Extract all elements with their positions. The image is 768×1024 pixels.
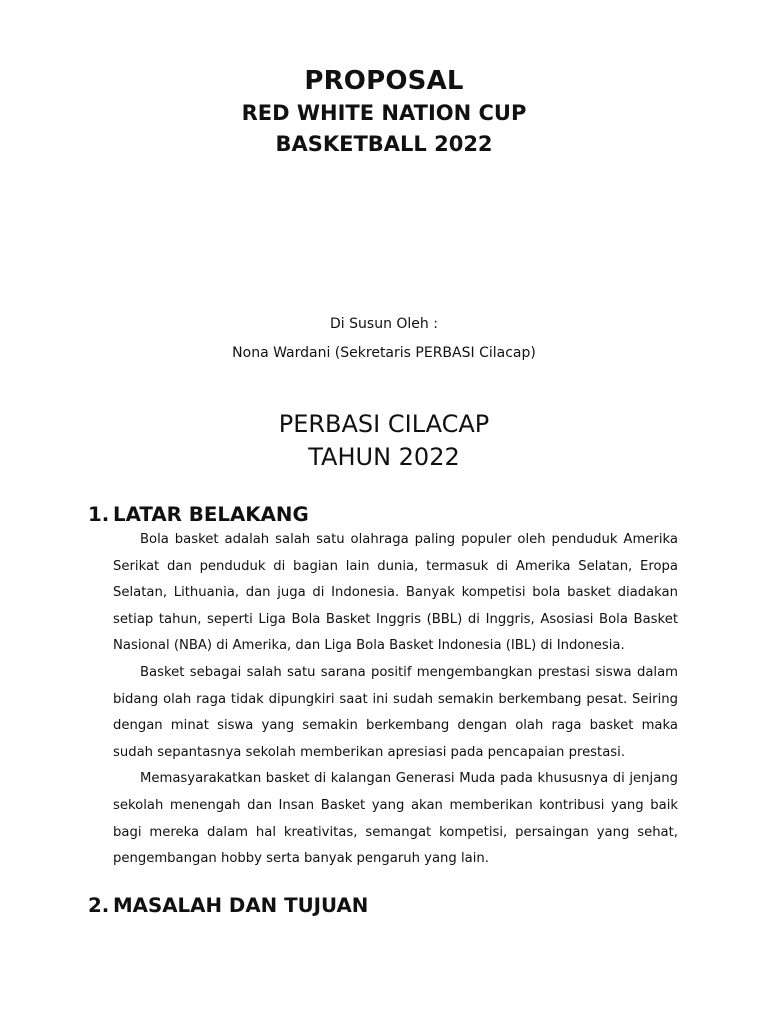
section-number: 2. xyxy=(88,894,110,917)
body-paragraph-1: Bola basket adalah salah satu olahraga paling populer oleh penduduk Amerika Serikat dan penduduk di bagian lain dunia, termasuk di Amerika Selatan, Eropa Selatan, Lithuania, dan juga di Indonesia. Banyak kompetisi bola basket diadakan setiap tahun, seperti Liga Bola Basket Inggris (BBL) di Inggris, Asosiasi Bola Basket Nasional (NBA) di Amerika, dan Liga Bola Basket Indonesia (IBL) di Indonesia. xyxy=(113,532,678,654)
document-subtitle-line-1: RED WHITE NATION CUP xyxy=(241,101,527,125)
author-name: Nona Wardani (Sekretaris PERBASI Cilacap) xyxy=(232,345,536,361)
section-number: 1. xyxy=(88,503,110,526)
section-latar-belakang xyxy=(88,503,680,873)
organization-year: TAHUN 2022 xyxy=(308,443,460,471)
section-title: MASALAH DAN TUJUAN xyxy=(113,894,369,917)
author-block xyxy=(0,310,768,368)
organization-name: PERBASI CILACAP xyxy=(278,410,490,438)
section-title: LATAR BELAKANG xyxy=(113,503,309,526)
author-label: Di Susun Oleh : xyxy=(330,316,438,332)
section-masalah-dan-tujuan xyxy=(88,894,680,918)
body-paragraph-3: Memasyarakatkan basket di kalangan Generasi Muda pada khususnya di jenjang sekolah menengah dan Insan Basket yang akan memberikan kontribusi yang baik bagi mereka dalam hal kreativitas, semangat kompetisi, persaingan yang sehat, pengembangan hobby serta banyak pengaruh yang lain. xyxy=(113,771,678,867)
document-subtitle-line-2: BASKETBALL 2022 xyxy=(275,132,493,156)
section-heading-latar-belakang xyxy=(88,503,680,527)
document-title: PROPOSAL xyxy=(304,66,464,96)
section-body xyxy=(113,527,678,873)
document-title-block xyxy=(0,64,768,160)
section-heading-masalah-dan-tujuan xyxy=(88,894,680,918)
body-paragraph-2: Basket sebagai salah satu sarana positif mengembangkan prestasi siswa dalam bidang olah raga tidak dipungkiri saat ini sudah semakin berkembang pesat. Seiring dengan minat siswa yang semakin berkembang dengan olah raga basket maka sudah sepantasnya sekolah memberikan apresiasi pada pencapaian prestasi. xyxy=(113,664,678,760)
organization-block xyxy=(0,408,768,474)
